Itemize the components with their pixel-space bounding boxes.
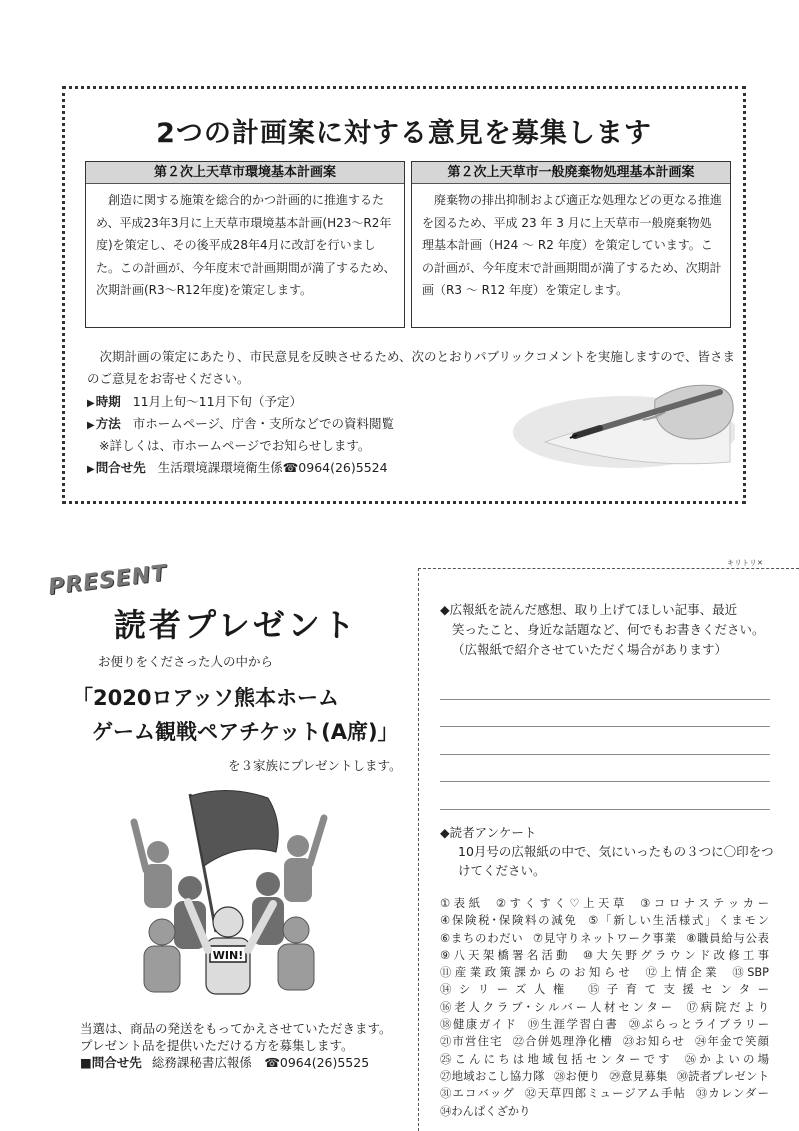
prize-line-2: ゲーム観戦ペアチケット(A席)」 [92,720,399,744]
prize-line-1: 「2020ロアッソ熊本ホーム [72,686,339,710]
period-row [87,391,302,415]
present-contact [80,1054,392,1071]
prize-note: を３家族にプレゼントします。 [228,758,402,773]
survey-option[interactable]: ①表紙 [440,897,484,910]
survey-option[interactable]: ⑱健康ガイド [440,1018,518,1032]
present-title: 読者プレゼント [114,606,358,644]
survey-option[interactable]: ㉝カレンダー [695,1087,769,1101]
present-badge: PRESENT [46,560,169,601]
present-footer [80,1020,392,1071]
write-line[interactable] [440,700,770,728]
survey-option[interactable]: ⑨八天架橋署名活動 [440,948,571,962]
survey-option[interactable]: ㉘お便り [553,1069,601,1083]
survey-option[interactable]: ②すくすく♡上天草 [495,897,628,910]
survey-option[interactable]: ㉛エコバッグ [440,1087,516,1101]
survey-option[interactable]: ⑳ぷらっとライブラリー [628,1018,769,1032]
survey-options [440,895,774,1120]
survey-option[interactable]: ④保険税･保険料の減免 [440,914,578,928]
feedback-question [440,600,780,660]
survey-option[interactable]: ⑮子育て支援センター [587,983,769,997]
contact-row [87,457,388,481]
write-line[interactable] [440,782,770,810]
present-lead: お便りをくださった人の中から [98,654,274,669]
period-value: 11月上旬〜11月下旬（予定） [132,394,303,409]
survey-option[interactable]: ⑦見守りネットワーク事業 [532,931,677,945]
survey-option[interactable]: ㉞わんぱくざかり [440,1104,531,1118]
survey-question-body: 10月号の広報紙の中で、気にいったもの３つに〇印をつけてください。 [458,844,774,878]
survey-option[interactable]: ⑩大矢野グラウンド改修工事 [582,948,769,962]
survey-option[interactable]: ⑰病院だより [686,1000,770,1014]
cut-here-label: キリトリ✕ [727,559,764,567]
present-foot-line-1: 当選は、商品の発送をもってかえさせていただきます。 [80,1021,392,1036]
write-line[interactable] [440,755,770,783]
notice-title: 2つの計画案に対する意見を募集します [156,118,652,149]
survey-option[interactable]: ⑯老人クラブ･シルバー人材センター [440,1000,675,1014]
survey-option[interactable]: ⑭シリーズ人権 [440,983,572,997]
present-contact-value: 総務課秘書広報係 ☎0964(26)5525 [151,1055,370,1070]
write-line[interactable] [440,727,770,755]
present-foot-line-2: プレゼント品を提供いただける方を募集します。 [80,1038,354,1053]
survey-option[interactable]: ⑲生涯学習白書 [527,1018,619,1032]
survey-option[interactable]: ㉒合併処理浄化槽 [512,1035,613,1049]
cheering-fans-illustration [128,782,338,997]
prize-name [72,681,399,749]
survey-question [440,823,780,880]
survey-option[interactable]: ⑥まちのわだい [440,931,524,945]
survey-option[interactable]: ㉗地域おこし協力隊 [440,1069,545,1083]
survey-option[interactable]: ㉑市営住宅 [440,1035,503,1049]
present-contact-label: ■問合せ先 [80,1055,142,1070]
method-label: 方法 [95,416,121,431]
feedback-question-body: 笑ったこと、身近な話題など、何でもお書きください。（広報紙で紹介させていただく場合があります） [452,622,765,657]
period-label: 時期 [95,394,121,409]
details-note: ※詳しくは、市ホームページでお知らせします。 [99,438,371,453]
survey-option[interactable]: ㉓お知らせ [622,1035,686,1049]
environment-plan-body: 創造に関する施策を総合的かつ計画的に推進するため、平成23年3月に上天草市環境基本計画(H23〜R2年度)を策定し、その後平成28年4月に改訂を行いました。この計画が、今年度末で計画期間が満了するため、次期計画(R3〜R12年度)を策定します。 [96,193,396,297]
contact-value: 生活環境課環境衛生係☎0964(26)5524 [157,460,388,475]
survey-option[interactable]: ⑪産業政策課からのお知らせ [440,966,634,980]
feedback-write-area[interactable] [440,672,770,810]
survey-option[interactable]: ③コロナステッカー [640,897,770,910]
waste-plan-body: 廃棄物の排出抑制および適正な処理などの更なる推進を図るため、平成 23 年 3 月に上天草市一般廃棄物処理基本計画（H24 〜 R2 年度）を策定しています。この計画が、今年度末で計画期間が満了するため、次期計画（R3 〜 R12 年度）を策定します。 [422,193,723,297]
survey-option[interactable]: ㉚読者プレゼント [676,1069,769,1083]
public-comment-notice [62,86,746,504]
survey-option[interactable]: ⑬SBP [732,966,769,980]
method-value: 市ホームページ、庁舎・支所などでの資料閲覧 [132,416,394,431]
survey-option[interactable]: ⑫上情企業 [645,966,721,980]
survey-option[interactable]: ⑤「新しい生活様式」くまモン [588,914,769,928]
waste-plan-heading: 第２次上天草市一般廃棄物処理基本計画案 [412,162,730,184]
survey-option[interactable]: ㉖かよいの場 [684,1052,769,1066]
hand-writing-pen-icon [505,372,735,472]
triangle-bullet-icon: ▶ [87,398,95,409]
survey-question-title: ◆読者アンケート [440,825,537,840]
survey-option[interactable]: ㉙意見募集 [609,1069,668,1083]
triangle-bullet-icon: ▶ [87,464,95,475]
feedback-question-title: ◆広報紙を読んだ感想、取り上げてほしい記事、最近 [440,602,738,617]
contact-label: 問合せ先 [95,460,146,475]
waste-plan-box [411,161,731,328]
survey-option[interactable]: ㉕こんにちは地域包括センターです [440,1052,673,1066]
method-row [87,413,394,437]
survey-option[interactable]: ㉔年金で笑顔 [694,1035,769,1049]
survey-option[interactable]: ⑧職員給与公表 [686,931,769,945]
survey-option[interactable]: ㉜天草四郎ミュージアム手帖 [524,1087,687,1101]
environment-plan-box [85,161,405,328]
win-sign-text: WIN! [212,949,244,962]
write-line[interactable] [440,672,770,700]
environment-plan-heading: 第２次上天草市環境基本計画案 [86,162,404,184]
triangle-bullet-icon: ▶ [87,420,95,431]
notice-intro: 次期計画の策定にあたり、市民意見を反映させるため、次のとおりパブリックコメントを実施しますので、皆さまのご意見をお寄せください。 [87,349,736,386]
